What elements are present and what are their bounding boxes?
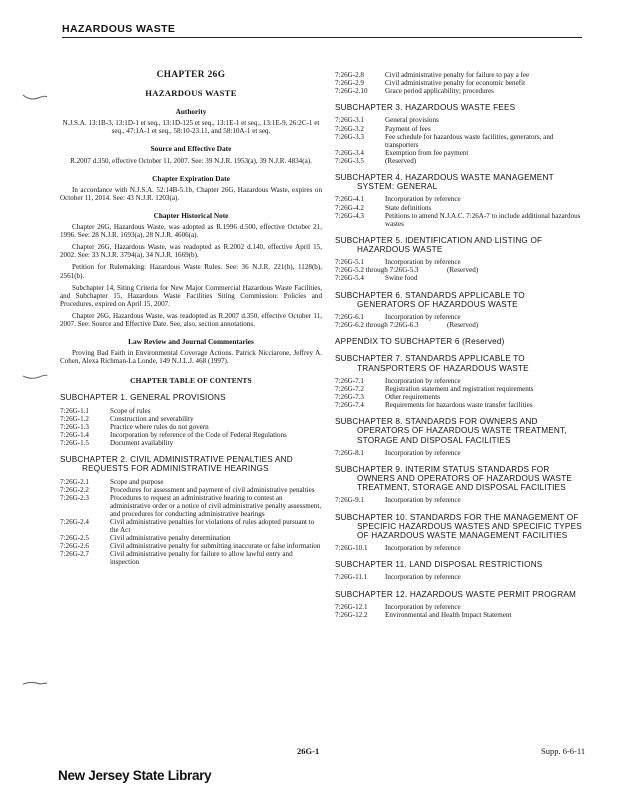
toc-entry xyxy=(335,116,585,124)
section-title: Payment of fees xyxy=(385,124,431,133)
toc-entry xyxy=(60,423,322,431)
toc-entry xyxy=(60,439,322,447)
section-number: 7:26G-3.3 xyxy=(335,132,364,141)
historical-paragraph: Petition for Rulemaking: Hazardous Waste Rules. See: 36 N.J.R. 221(b), 1128(b), 2561(b). xyxy=(60,263,322,280)
section-number: 7:26G-3.5 xyxy=(335,156,364,165)
toc-entry xyxy=(335,133,585,149)
section-title: Incorporation by reference xyxy=(385,573,461,582)
toc-entry xyxy=(335,573,585,581)
toc-entry xyxy=(335,195,585,203)
section-number: 7:26G-2.6 xyxy=(60,542,89,551)
section-number: 7:26G-1.5 xyxy=(60,439,89,448)
section-number: 7:26G-3.2 xyxy=(335,124,364,133)
law-review-heading: Law Review and Journal Commentaries xyxy=(128,337,254,347)
section-title: Incorporation by reference of the Code of Federal Regulations xyxy=(110,430,287,439)
section-number: 7:26G-2.1 xyxy=(60,477,89,486)
section-title: Incorporation by reference xyxy=(385,496,461,505)
subchapter-heading: SUBCHAPTER 5. IDENTIFICATION AND LISTING OF HAZARDOUS WASTE xyxy=(335,235,543,255)
section-title: Civil administrative penalty for failure to pay a fee xyxy=(385,71,530,79)
toc-left xyxy=(60,393,322,566)
subchapter-heading: SUBCHAPTER 7. STANDARDS APPLICABLE TO TRANSPORTERS OF HAZARDOUS WASTE xyxy=(335,354,529,373)
section-number: 7:26G-7.3 xyxy=(335,392,364,401)
section-number: 7:26G-2.9 xyxy=(335,79,364,88)
expiration-heading: Chapter Expiration Date xyxy=(152,173,230,183)
section-title: Incorporation by reference xyxy=(385,195,461,204)
historical-paragraph: Chapter 26G, Hazardous Waste, was readopted as R.2007 d.350, effective October 11, 2007. See: Source and Effective Date. See, also, section annotations. xyxy=(60,311,322,328)
section-number: 7:26G-5.2 through 7:26G-5.3 xyxy=(335,266,419,275)
toc-entry xyxy=(60,415,322,423)
toc-entry xyxy=(335,313,585,321)
section-number: 7:26G-12.2 xyxy=(335,610,368,619)
toc-entry xyxy=(335,385,585,393)
section-title: Scope of rules xyxy=(110,406,151,415)
toc-entry xyxy=(335,204,585,212)
page-number: 26G-1 xyxy=(297,746,320,756)
section-title: Document availability xyxy=(110,439,174,448)
section-title: Incorporation by reference xyxy=(385,544,461,553)
toc-entry xyxy=(60,534,322,542)
section-number: 7:26G-1.1 xyxy=(60,406,89,415)
subchapter-heading: SUBCHAPTER 10. STANDARDS FOR THE MANAGEMENT OF SPECIFIC HAZARDOUS WASTES AND SPECIFIC TYPES OF HAZARDOUS WASTE MANAGEMENT FACILITIES xyxy=(335,512,582,540)
section-title: (Reserved) xyxy=(447,321,479,330)
section-title: Environmental and Health Impact Statement xyxy=(385,610,512,619)
subchapter-heading: SUBCHAPTER 2. CIVIL ADMINISTRATIVE PENALTIES AND REQUESTS FOR ADMINISTRATIVE HEARINGS xyxy=(60,455,293,474)
running-head: HAZARDOUS WASTE xyxy=(62,23,582,38)
toc-entry xyxy=(60,550,322,566)
section-number: 7:26G-1.3 xyxy=(60,422,89,431)
right-column xyxy=(335,71,585,619)
section-title: Incorporation by reference xyxy=(385,602,461,611)
historical-paragraph: Chapter 26G, Hazardous Waste, was adopted as R.1996 d.500, effective October 21, 1996. See: 28 N.J.R. 1693(a), 28 N.J.R. 4606(a). xyxy=(60,223,322,240)
section-title: Incorporation by reference xyxy=(385,258,461,267)
subchapter-heading: SUBCHAPTER 11. LAND DISPOSAL RESTRICTIONS xyxy=(335,560,543,570)
supplement-date: Supp. 6-6-11 xyxy=(541,746,586,756)
toc-entry xyxy=(60,518,322,534)
section-title: Exemption from fee payment xyxy=(385,148,469,157)
chapter-title: CHAPTER 26G xyxy=(156,70,226,80)
toc-entry xyxy=(335,603,585,611)
toc-entry xyxy=(60,542,322,550)
subchapter-heading: SUBCHAPTER 3. HAZARDOUS WASTE FEES xyxy=(335,103,516,113)
section-number: 7:26G-2.2 xyxy=(60,485,89,494)
section-title: General provisions xyxy=(385,116,439,125)
section-title: Incorporation by reference xyxy=(385,376,461,385)
section-number: 7:26G-2.5 xyxy=(60,534,89,543)
toc-entry xyxy=(335,71,585,79)
section-number: 7:26G-2.8 xyxy=(335,71,364,79)
law-review-text: Proving Bad Faith in Environmental Coverage Actions. Patrick Nicciarone, Jeffrey A. Cohen, Alexa Richman-La Londe, 149 N.J.L.J. 468 (1997). xyxy=(60,349,322,366)
section-number: 7:26G-2.10 xyxy=(335,87,368,96)
subchapter-heading: APPENDIX TO SUBCHAPTER 6 (Reserved) xyxy=(335,337,505,347)
section-number: 7:26G-10.1 xyxy=(335,544,368,553)
section-number: 7:26G-4.1 xyxy=(335,195,364,204)
section-number: 7:26G-11.1 xyxy=(335,573,368,582)
section-number: 7:26G-7.1 xyxy=(335,376,364,385)
library-stamp: New Jersey State Library xyxy=(58,768,212,783)
toc-entry xyxy=(335,212,585,228)
section-title: Swine food xyxy=(385,274,418,283)
margin-mark-icon xyxy=(22,92,48,102)
expiration-text: In accordance with N.J.S.A. 52:14B-5.1b, Chapter 26G, Hazardous Waste, expires on October 11, 2014. See: 43 N.J.R. 1203(a). xyxy=(60,185,322,202)
toc-entry xyxy=(335,611,585,619)
subchapter-heading: SUBCHAPTER 6. STANDARDS APPLICABLE TO GENERATORS OF HAZARDOUS WASTE xyxy=(335,290,525,309)
section-number: 7:26G-5.1 xyxy=(335,258,364,267)
section-number: 7:26G-8.1 xyxy=(335,448,364,457)
section-title: Grace period applicability; procedures xyxy=(385,87,494,96)
section-title: Other requirements xyxy=(385,392,440,401)
section-title: Scope and purpose xyxy=(110,477,164,486)
toc-title: CHAPTER TABLE OF CONTENTS xyxy=(130,376,252,386)
section-number: 7:26G-9.1 xyxy=(335,496,364,505)
section-number: 7:26G-1.2 xyxy=(60,414,89,423)
section-number: 7:26G-4.2 xyxy=(335,203,364,212)
section-number: 7:26G-3.1 xyxy=(335,116,364,125)
section-number: 7:26G-7.2 xyxy=(335,384,364,393)
authority-heading: Authority xyxy=(175,107,207,117)
toc-entry xyxy=(335,125,585,133)
toc-entry xyxy=(335,274,585,282)
subchapter-heading: SUBCHAPTER 4. HAZARDOUS WASTE MANAGEMENT SYSTEM: GENERAL xyxy=(335,173,554,192)
chapter-name: HAZARDOUS WASTE xyxy=(145,88,237,99)
margin-mark-icon xyxy=(22,372,48,382)
toc-entry xyxy=(60,431,322,439)
toc-entry xyxy=(335,449,585,457)
toc-entry xyxy=(335,544,585,552)
historical-paragraph: Chapter 26G, Hazardous Waste, was readopted as R.2002 d.140, effective April 15, 2002. See: 33 N.J.R. 3794(a), 34 N.J.R. 1669(b). xyxy=(60,243,322,260)
section-title: State definitions xyxy=(385,203,432,212)
historical-note-heading: Chapter Historical Note xyxy=(153,210,229,220)
toc-entry xyxy=(335,377,585,385)
section-number: 7:26G-5.4 xyxy=(335,274,364,283)
section-number: 7:26G-2.7 xyxy=(60,550,89,559)
section-title: Incorporation by reference xyxy=(385,312,461,321)
source-heading: Source and Effective Date xyxy=(150,144,232,154)
section-title: Registration statement and registration requirements xyxy=(385,384,534,393)
section-title: Civil administrative penalty for economic benefit xyxy=(385,79,526,88)
historical-paragraph: Subchapter 14, Siting Criteria for New Major Commercial Hazardous Waste Facilities, and Subchapter 15, Hazardous Waste Facilities Siting Commission: Policies and Procedures, expired on April 15, 2007. xyxy=(60,283,322,308)
section-title: Civil administrative penalty for failure to allow lawful entry and inspection xyxy=(110,550,293,567)
section-title: Fee schedule for hazardous waste facilities, generators, and transporters xyxy=(385,132,554,149)
toc-entry xyxy=(335,87,585,95)
left-column xyxy=(60,70,322,567)
section-number: 7:26G-4.3 xyxy=(335,211,364,220)
section-title: Incorporation by reference xyxy=(385,448,461,457)
margin-mark-icon xyxy=(22,678,48,688)
toc-entry xyxy=(335,149,585,157)
subchapter-heading: SUBCHAPTER 9. INTERIM STATUS STANDARDS FOR OWNERS AND OPERATORS OF HAZARDOUS WASTE TREATMENT, STORAGE AND DISPOSAL FACILITIES xyxy=(335,464,573,493)
section-number: 7:26G-6.1 xyxy=(335,312,364,321)
section-title: Practice where rules do not govern xyxy=(110,422,209,431)
section-number: 7:26G-7.4 xyxy=(335,401,364,409)
toc-entry xyxy=(335,496,585,504)
section-number: 7:26G-1.4 xyxy=(60,430,89,439)
section-title: Construction and severability xyxy=(110,414,194,423)
section-title: Civil administrative penalty for submitting inaccurate or false information xyxy=(110,542,321,551)
toc-entry xyxy=(335,401,585,409)
section-title: Procedures for assessment and payment of civil administrative penalties xyxy=(110,485,315,494)
section-number: 7:26G-12.1 xyxy=(335,602,368,611)
toc-entry xyxy=(60,407,322,415)
section-title: Civil administrative penalty determination xyxy=(110,534,231,543)
subchapter-heading: SUBCHAPTER 12. HAZARDOUS WASTE PERMIT PROGRAM xyxy=(335,589,577,599)
section-title: (Reserved) xyxy=(447,266,479,275)
toc-entry xyxy=(335,393,585,401)
toc-entry xyxy=(60,494,322,518)
section-number: 7:26G-2.3 xyxy=(60,493,89,502)
toc-right xyxy=(335,71,585,619)
authority-text: N.J.S.A. 13:1B-3, 13:1D-1 et seq., 13:1D-125 et seq., 13:1E-1 et seq., 13:1E-9, 26:2C-1 et seq., 47:1A-1 et seq., 58:10-23.11, and 58:10A-1 et seq. xyxy=(62,119,320,136)
toc-entry xyxy=(60,478,322,486)
toc-entry xyxy=(335,79,585,87)
toc-entry xyxy=(335,157,585,165)
toc-entry xyxy=(335,266,585,274)
toc-entry xyxy=(335,321,585,329)
subchapter-heading: SUBCHAPTER 8. STANDARDS FOR OWNERS AND OPERATORS OF HAZARDOUS WASTE TREATMENT, STORAGE AND DISPOSAL FACILITIES xyxy=(335,417,567,445)
section-number: 7:26G-3.4 xyxy=(335,148,364,157)
subchapter-heading: SUBCHAPTER 1. GENERAL PROVISIONS xyxy=(60,393,226,403)
section-title: (Reserved) xyxy=(385,156,417,165)
historical-note xyxy=(60,223,322,328)
section-title: Requirements for hazardous waste transfer facilities xyxy=(385,401,533,409)
section-title: Procedures to request an administrative hearing to contest an administrative order or a notice of civil administrative penalty assessment, and procedures for conducting administrative hearings xyxy=(110,493,322,518)
source-text: R.2007 d.350, effective October 11, 2007. See: 39 N.J.R. 1953(a), 39 N.J.R. 4834(a). xyxy=(70,156,312,165)
toc-entry xyxy=(60,486,322,494)
section-number: 7:26G-2.4 xyxy=(60,517,89,526)
section-number: 7:26G-6.2 through 7:26G-6.3 xyxy=(335,321,419,330)
toc-entry xyxy=(335,258,585,266)
section-title: Civil administrative penalties for violations of rules adopted pursuant to the Act xyxy=(110,517,315,535)
section-title: Petitions to amend N.J.A.C. 7:26A-7 to include additional hazardous wastes xyxy=(385,211,581,228)
